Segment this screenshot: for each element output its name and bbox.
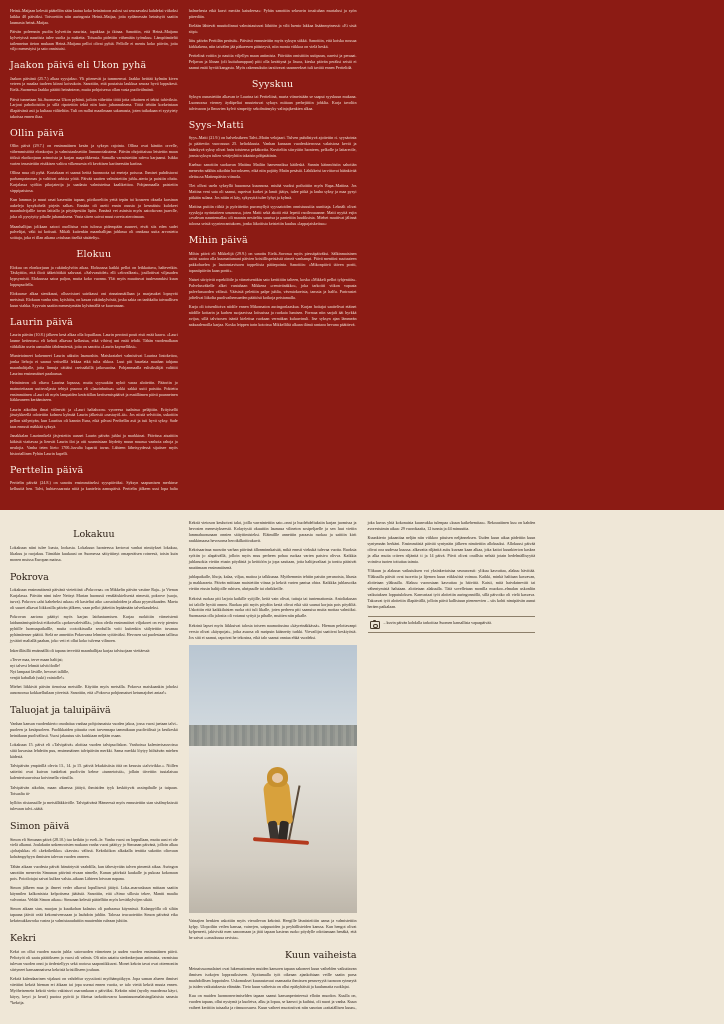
section-heading-lokakuu: Lokakuu xyxy=(73,529,115,540)
section-heading-kekri: Kekri xyxy=(10,933,36,945)
section-heading-kuun-vaiheista: Kuun vaiheista xyxy=(285,950,357,962)
section-heading-syys-matti: Syys–Matti xyxy=(188,119,244,131)
section-heading-jaakon-paiva: Jaakon päivä eli Ukon pyhä xyxy=(10,60,147,72)
paragraph: Mihin päivä eli Mikkelijä (29.9.) on sanottu Etelä–Savossa myös piessäpäiväksi. Sälkinmaisinen osiisi saatoa olla kuumattumani päivien kristillispeistästä oimeä vanhampi. Päivä mentiini suutuuteen pakkohuelen ja lautonstavisoen toppelitsta päätepointa. Sanottiin: »Mikonpäivä täiven portti, tapaniipäivän kaan portti». xyxy=(188,250,357,274)
paragraph: Päivän poleennin puolin kylvettiin naurista, tapakkaa ja ikinaa. Sanottiin, että Heinä–Maijana kylvetyissä nauriista tulee suolia ja makeita. Toisaalta pidettiin vähentäin työnskuu. Lämpöimäeltä tailennetun tieton mukaan Heinä–Maijana pelloi olivat pyhiä. Pellolle ei mentu koko päivän, jotta viljo menestyisi ja sato onnistuisi. xyxy=(10,28,178,52)
paragraph: Simon eli Simunan päivä (28.10.) tuo keikiin jo sveli–le. Vanha vuosi on loppullaan, mutta uusi ei ole vielä alkanut. Joulakutin unkemroisten mukaan vanha vuosi päättyy jo Simunan päivänä, jolloin alkaa »johajukka» eli »kekrikeikko» »kavsin« välissä. Kekrikiikon alkakalla tenttiia sukotiin oliovaan kohrämpyhyyn thmisten talevan vuoden onneen. xyxy=(10,836,178,860)
paragraph: Kekrisaarinaa nuosriin varhan päivänä ällonminnkaisää, mikä ennsti viekukä tulevaa vuotta. Ruoksia syötiin jo alapäivällä, jolloin myös muu perheen pohaa ruokaa varten patsiva olivva. Kaikkia juhlaruokia vietiin etusin pöydästä ja keittiöön ja jopa sauttaan, jotta haltijavaltaat ja tonttu pääsivät nauttimaan ensimmäisenä. xyxy=(188,547,357,570)
section-heading-ollin-paiva: Ollin päivä xyxy=(10,127,65,139)
paragraph: Elokuusse alkaa sienikausi, ollusvistaet sairikausi oni rinnainmäillaan ja marjasaket lopnyvät metsissä. Elokuun vanha sim, kyishiöu, on kauan rukiinkylvöstä, joska sakia on tanhkaltu tatvuallisen kuun viahka. Syyvuin saatiin menestymään kylvämällä se kuuvanaan. xyxy=(10,291,178,308)
paragraph: Kekriä vietoson keuhotvat talat, joilla varrnintettiin sato–onni ja huolehdeltuksiin karjan juomissa ja hevosten menestykseestä. Kolaytystä okuuttiin laumasa vilineion sosipeljaelle ja sen luut vietiin lammahaosunaan onnien säityttimisieksi. Eläimillle annettiin paraasta ruokaa ja saittiin kirit raukkimaasa hevosorna heroikilkoitirakuvit. xyxy=(188,520,357,543)
section-heading-pokrova: Pokrova xyxy=(10,571,49,583)
paragraph: Mattina puitiin riihiä ja pyörittetiin puromyllyä syyssatoiden onnistuuuiiia uunittaja. Leknält olivat syyskyja nyrintaiteen ununossa, joten Matti sekä akoiti että lepetti rnoileouaanne. Matti nyyttä esjin »rvahvan nauntemalla» oli maanin nesiteltiu suurtsa ja pantettiin luudiksista. Miehet nuuttivat jälinnä taloosa seistä syynteorantukoen, jonka läkoitista keistetiin kuuluu »lappajaiskeitua»: xyxy=(188,203,357,227)
paragraph: Perttelinä voitiin jo nauttia viljellyn maan antimista. Päiväiän omistttiin uutipuun, oareisi ja peraaat. Peljavan ja lihnan (oli kuituhamppun) piiti olla kerättynä ja lissoa, kieska päivän peräksi seistä ei saanut enää hyvää kangasta. Myös rakennuksiin tarsiivavat uusnneekset tuli tavätä ennen Perttelidä. xyxy=(188,53,357,70)
section-heading-laurin-paiva: Laurin päivä xyxy=(10,316,74,328)
paragraph: Meinaissuomalaiset ovat lukemattomien muiden kansoen tapaan sakoneet kuun vaihelden vaikuttavan ihmisen isokojen lopprasiksiseen. Ajottamalla työt oikeaan ajankohtaan veille saatin parsa maahdollisen loppotuleo. Uskomukset kuurautavaat osamaatta ihmissen penaveyytä tuonoon rytmeytä ja isiden vaikutuksesta elämään. Tieto kuun vaihetsta on ollut epäkyhäistä ja kuulumatta ruoklajat. xyxy=(188,966,357,989)
paragraph: Etelään lähtevät muuttolinnut valmistautuvat lähtöön ja vilit luento lakkaa lisäänmytnessä: »Ei sisiä sitpi» xyxy=(188,23,357,34)
top-columns xyxy=(10,8,714,502)
paragraph: Syys–Matti (21.9.) on halveksikeen Talvi–Matin velojaari. Tulven puhdistyvä ajoitettin ri. syysäointa ja pääteviin vuorosuun 25. heltokkuuta. Vanhan kansaan vuodenkierrossa valaistosa kevät ja häänkyvä syksy olivat hnin toistensa pekäkoriia. Kuviteltin siirrytitin luonteen, pelkolle ja lattarecile, jonsta syksyn tulien vetäjeyhtiin takaisin pöhjatätinin. xyxy=(188,135,357,158)
paragraph: Tlet ollvat useln sykeyllä huuonosa kuunnosa. miuhä vuoksi poilutttiin myös Rapa–Matiina. Jos Mattina veni sata oli saanut, rupeivat kurket ja lamit jäätys, tulee pitkä ja lauha syksy ja maa pysyi pitkään sulana. Jos niitin ei käy, sykysyttä tulee lyhyt ja kylmä. xyxy=(188,182,357,200)
paragraph: Kuunkierto jakaanitaa neljän niin viikkoo pituisen neljänneksen. Uuden kuun aikaa pädettiin kuun syntymnän herkäni. Ensimmäistä päivää syntynäin jälkeen nimitettiin allokuuksi. Allokuusi päivää olivat ooa uudessa kuussa. alkavatta riljänttä asiiu kuvaan kaan alkaa, joka kattoi kuunkierton kaskea ja alka muita criteen riljänttä ti ja 14 päivä. Piivti olivat oraillsta nelsää jotain hedelmällisyyttä vointiva tuoten tottuttaa taimia. xyxy=(367,535,536,565)
paragraph: Lokakuun ensimmäisenä päivänä vietettiinä »Pokrovaa» on Mikkelin päivän vastine Raja– ja Vienan Karjalassa. Päiväin nimi tulee Neitsyt Marian huonusti venäläiskielisestä nimestä, pokrove (suoja, turva). Pokrova »alsi kaheheksi askaa» eli kasteltui aiko »aosattuloiden ja alkaa pyynsökaaden. Maeta oli suuret alkavat liikkosilla päivän jälkeen, vaan pelloi jäätetiin lepäämään talveikaudeksi. xyxy=(10,587,178,611)
paragraph: Inkerilläsillä emännällä oli tapana terveittä maanhalltjaa karjaa talviuojaan viettäessä: xyxy=(10,647,151,653)
paragraph: Muntetoimeet kokenneet Laurin aäksiin laumoshin. Matskraiahet valmistivat Laurina lintokeitoa, jonka liehoja ei saanut veitselllä lekkaa etkä tulta rikkoa. Luut piti hauelata maahan tahjana maanhalttjalle, jotta linnuja cätiäisi cseissäkillä jatkosuoäsa. Pohjanmaalla eslisiksilijät valittiit Laurina ensimmäiset paalausua. xyxy=(10,353,178,376)
section-heading-syyskuu: Syyskuu xyxy=(251,78,294,90)
paragraph: Kekri on ollut vuoden suurin juhla: satovuoden viimeinen ja uuden vuoden ensimmäinen päivä. Peltotyöt oli saatu päätökseen ja vuosi oli valmis. Oli niin aatattu siedonkerjuun antimista, varmistua tulevan vuoden onni ja tiedestellyys sekä rootosa saaponiikkuvat. Monet kekrin tavat ovat otteenoniin siirtyneet kansaannaisesa kekristä kristilliseen jouluun. xyxy=(10,948,178,972)
paragraph: Kekrinä lapset myös liikkuivat talosta toiseen naamoitusina »käyreinäkkässä». Hieman pelottavanpi versio olivat »käyrpojat», jotka asuosa oli nuripuin käänretty turkki. Vievailijat saattivat keskiyöstä. Jos sitä ei saanut, rapoivat he tekosina, eikä talo saanut onniaa ehkä vuodeksi. xyxy=(188,622,357,640)
paragraph: Vanhan kansan vuodenkierto onodattaa vanhaa pohjoismaista vuoden jakoa, jossa vuosi jaetaan talvi–puoleen ja kesäpuoleen. Puolikkaiden pituutta ovat tarvennapa tammikuun puolivälissä ja kesikeskä heinäkuun puolivälissä. Vuosi jakautuu siis kaiskiaan neljään osaan. xyxy=(10,720,178,738)
paragraph: Talvipäivän ympärillä olevia 13., 14. ja 15. päiviä lekukiisiisia öitä on kesustu »talvivikko.». Niillen saiteitsi ovat kuivan tunkeloat puoliviin kelme »tunnetoistä», jollain tiivettiin tuuialaisua kalenterisauvoissa koivimella viiruilla. xyxy=(10,763,178,781)
paragraph: Talvipäivän aikohin, maan alkaessa jäätyä, ihmisiden tyyk keskittyvät axsinpihalle ja tuipaan. Toisaalta tä- xyxy=(10,784,178,796)
section-heading-elokuu: Elokuu xyxy=(76,249,112,261)
paragraph: Kun lammas ja muut rasat kasentiin tapaan, piirikoreltiin yettä tepän tai kouseen oksatla karsinan aukeleja kysykohelä pirjeäs salkas. Ennään oli asetti ennin ouusta ja kesmäisiu kulokeet maanhalvijallle tavan lattiallo ja pöytäpestiin lipiin. Ennänä vet asintsia myös aatcokovan juaeclle, joka oli pysytytty pihalle juhanuksena. Vasta sitren saivat muut ruveta ateroimaan. xyxy=(10,196,178,220)
footnote-text: – kuvin päivän kohdalla tarkoittaa Suomen kansallista vapaapäivää. xyxy=(383,619,492,625)
paragraph: Ollina mua oli pyhä. Kortakaan ei saanut heittä luonnoota tai eneteja poiscoa. Ihmiset puhdistavat parhampaimmas ja valttivat arkista yöitä. Päivää saatten valmistettiin juhla–ateria ja paistiin olutta. Karjalassa syöliin pikojaterija ja saadasta valmistettua kaalikeittoa. Pohjanmaalla paistetiin sirppipaistosa. xyxy=(10,170,178,193)
paragraph: Päivä tunnetaan Itä–Suomessa Ukon pyhänä, joiloin vähettiin töitä jotta oikoinen ei tekisi tuhiviksia. Larjoat paholtoistiin ja sillä ripotettiin tekiä niin kuin juhannuksena. Töitä tehtiin korkeintaan illapäivänä asti ja kultaaa väliteltiin. Tuli on nullut maailmaan sakamasta, joten tuikakaan ei syytytety takoissa ennen iltaa. xyxy=(10,96,178,120)
paragraph: Heinä–Maijaan kelestä päätellön sään laatua koko heinäntoon aulosi sai seuraavaksi kahdeksi viikoksi laikka 40 päiväksi. Toivoettiin niin auringosta Heinä–Maijaa, jotta sydämessän heinäsyöt saatiin laumasta heinä–Maijaa. xyxy=(10,8,178,25)
paragraph: hyllöin riistaruuille ja metsälläkkivölle. Talvipäivänä Hämeessä myös ennustettiin sian sisälmyksisstä tulevaan talvi–säätä. xyxy=(10,799,178,811)
paragraph: Lokakuun 15. päivä eli »Talvipäivä» aloittaa vuoden talvipuoliskon. Vanhoissa kalenterisauvoissa siitä kuvastaa lehdetön puu, ensimmäinen talvipäivän merkki. Sama merkki löytyy hiihtävän miehen kädestä. xyxy=(10,742,178,759)
paragraph: Heinänteon oli oltava Laurina lopussa, muita syysuukiin nyloö varaa aloitettin. Pääoriin jo mainotettaaan uutisvuljasta tehtyä puuroa eli »laurinhuttua» sokki sakkä uutti paisttia. Poktettu ensimmäinen »Lauri oli myös lampaiden keräräillan keritsemispääivä ja esnällämen päivä paunnetnen liäkkeaneen keräämiseen. xyxy=(10,379,178,403)
section-heading-taluojat: Taluojat ja taluipäivä xyxy=(10,705,111,717)
paragraph: Jaakon päivänä (25.7.) alkaa syysjakso. Yli pitenevät ja tummenvat. Jaakko heittää kylmän kiven veteen ja maalaa tuoleen kiinni koivukoin. Sanottiin, että poutaista laukkua seuraa hyvä loppukesä. Etelä–Suomessa Jaakko pääitti heinänteon, muita pohjoisessa ollan vasta puolivälmänä. xyxy=(10,75,178,93)
footnote-caption xyxy=(368,616,536,633)
paragraph: Ollin päivä (29.7.) on ensimmäinen kesän ja syksyn rajointa. Ollina ovat käntiin orvelle, vähemmistöitä elonkorjuu ja valmistauksettiin linnunrotakutena. Päivän ohrjoittaisua leistettin maan töiksä ekotkorjuun arimoista ja karjan auaprökkeruia. Samalla varmistettiin rafeva karjaansi. Isikka varien tenastettiin etsäkisen valitru vilkenuesta eli kevätisen kariineestän kariina. xyxy=(10,143,178,166)
paragraph: Ylikuun ja alakuun vaikutuksen voi yksinkertaistaa seuraavasti: ylikuu kasvattaa, alakuu hävittää. Yläkuulla päivät ovat tuoreita ja lijemea kuun etikksöisä voimaa. Kaikki, minkä haltiaan kasvavan, aloitetaan yläkuulla. Alakuu vuorostaan kasvattaa ja häivittä. Kaisti, mitä haivdatneväit tai vähentymistä halutaan. aloitetaan alakuulla. Tätä sovelletaan monilla muokoo–elmalan uskonliin vaikutuksen lopputuloksen. Kanvariaat työt aloitetiin auringonnöllä, sillä päivoiko oli vielä kasvava. Takoavat työt aloitetiin illapäivällä, jolloin päivä kallistuun pienenevien – siis kohti nimipäivän aunut heräen paikalaan. xyxy=(367,568,536,609)
paragraph: Elokuu on elonkorjuun ja rukiinkylvöin aikaa. Elokuussa kaikki pelloi on leikkattava, haltevetkin. Täskyttiin, että iltoit ääketöittkät saluvaat. »Salvvauttdet» elli »elovalkeat», joullottivat viljasaden kypsymistä. Elokuussa satoa paljon, mutta koko vuonna. Ylät myös muuttuvat tuulesmmkisi kuun loppupuolella. xyxy=(10,264,178,287)
bottom-section xyxy=(0,510,724,1024)
paragraph: Simon jälkeen maa ja ilmeet veder alkavat lopullisesti jäätyä. Loka–marraskuun mittaan saatiin käynnilen kalkonisista kelpotisena jäätäsiä. Sanottiin, että »Simo sillosia tekee, Mantti maalta valvontaa. Veldät Simon aikaa»: Simunan kelestä päätelltiin myös kevätkylvöjen sikää. xyxy=(10,885,178,902)
paragraph: Kekrisä ruokaa piti larjota kaikille syöjille, keitä vain olivat, tuttuja tai tuntemattomia. Antoliakusan toi talolle hyvää onnea. Ruokaa piti myös pöydiin kestä olivat eikä sitä saanut korjata pois pöydiltä. Uskotttin että kaikkilaisten ruoka otti tuli likalle, joten perheeu piti saanuisa muita mottaa valmiiksi. Suomaasta olla jalostta oli voianut syttyä ja pihalle, muitten niin pikalle. xyxy=(188,595,357,619)
bottom-columns xyxy=(10,520,714,1016)
paragraph: liitu päivän Perttilän perästä». Päivästi ennustettiin myös syksyn säkkä. Sanottiin, että koiska nousaa kirkkakena, niin taivälen jää päkaeesen päästeyvä, niin monta viikkoa on vielä heskä. xyxy=(188,38,357,50)
paragraph: Kaehuo sanottiin suokuvan Mattina Matliin hanvenniksa kääleskä. Sannin käinmöisiin sahotiän menevän näkhin aikoihin horrokseen, eikä niin pojätty Matin pesäsiä. Lähikkeisi tarvittavat häänkivää olettu»sa Mattenpäivin viimola. xyxy=(188,161,357,179)
top-section xyxy=(0,0,724,510)
photo-skier-in-snow xyxy=(189,645,357,913)
paragraph: Maanhalltjan jolikaan satooi ouollistua vain tulossa pidempään asuneet, etvät siis eden sudet palvelijat, väki tai kotisuti. Mikäli kuitenkin maanhalltjan juhlassa oli onnkasa uutta arvostettu soittaja, joka ei illan aikana »viuluun itselkä säsätelty». xyxy=(10,223,178,241)
section-heading-mihin-paiva: Mihin päivä xyxy=(188,235,248,247)
paragraph: Janakkalan Laurinnikelä jäsjestettin uusnet Laurin päivän juhlat ja markkinat. Päivässa atsaittiin käkistä viattavaa ja lienvät Laurin ilot ja otti suunnistaan löydetty muun muassa vanhoia rahoja ja neulojia. Vanha teten liteto 1700–luvulta lupartti tavan. Lähteen läheisyydessä sijaitsee myös bistoriallinen Pyhän Laurin kapelli. xyxy=(10,433,178,456)
paragraph: Kuu on muiden luonnonerrimiselden tapaan saanut kansanperinteessä elloiin muodon. Kuulla on, vuoden tapaan, ollut nystymä ja kuoletva, alku ja lopuu, se kanvoi ja kuihtui, oli nuori ja vanha. Kuun vaiheet kerittiin taisaalta ja ritmuoosurea. Kuun vaiheet muotostivat niin sanotun »rattaiällisen kuun», joka kuvus yhtä kokonaista kuunvakka tulenpaa »kuun kaikehemitaa». Rekoaatiinen kuu on kahden avorestuimin aikaa: 29 vuorokaaita, 12 tunnia ja 44 minuuttia. xyxy=(188,520,536,1011)
verse-block: »Terve maa, terve maan haltijat; nyt talvest lehmät talvitölodle! Nyt lampaat lävälle, hevoset tallille, venjät kabullah (sukt) vainiolle!» xyxy=(10,657,70,680)
paragraph: Karja oli toisenlitotva niidile ennen Mikonsaton aucingonlaaskua. Karjan hoitajat saattelivat etäinet niidille kottarin ja karhen suojaavissa loitsuissa ja ruokaia lumisen. Formaa niin sarjali äät hyrkkä avijaa, sillä talvisosen isäntä kielettua ruokaan vermäkan kuluuvinuli. Itse syksyn ajan lämmeän naksaalenoilla karjaa. Koska leippen tarin kotoissa Mikkelliltä alkaan tlämä rantaoa hevuna päätitevä. xyxy=(188,304,357,327)
paragraph: Laurin päivän (10.8.) jälkeen kesä alkaa olla lopuillaan. Laurin perointi pouti etsii enää kaava. »Lauri laume ketteroas» eli kehoti alkavaa kellastua, etkä vihivaj uni enää tehdä. Tähän vuodenalkaan vähkiliän usein aamuihin iähdemäestä, joita on sanottu »Laurin kaymelliksi». xyxy=(10,332,178,349)
photo-figure-skier xyxy=(259,763,305,847)
paragraph: Syksyn ounastettiin alkavan ie Laurina tai Pertteliinä, murta viimeistään se saapui syyskuun mukana. Luonnoosa vierney äydäpeliat muutetuvat sykays mittaan perhejiitiin johklia. Karja tavoliin talvivaoon ja llmuvien kylvö simpeöjy sekolmänsyky valinjajkenkien alkaa. xyxy=(188,94,357,111)
section-heading-simon-paiva: Simon päivä xyxy=(10,820,70,832)
paragraph: Simon aikaan sian, muojan ja kuutkohan kalastus oli parhaassa käynnissä. Kalanpyölla oli siltän tapaana jäävät ceää kekonsivenssaan ja lauhdoin juhliin. Talossa teucuotettiin Simon päivänä eika kekrimukkavroka vastea ja valmistaauduttiin muutenhin ruleaan juhiiin. xyxy=(10,906,178,924)
section-heading-perttelin-paiva: Perttelin päivä xyxy=(10,464,84,476)
paragraph: Pokrovan aartona päättyi myös karjan laidunturmisen. Karjaa ruokittiin viimeistenä laidunnämispäivksä etikoisella »pokrovaleivällä», johoa oleila ensimmäiset viljakoret on evty pientea pyhiille luomuspaikallle, muita ccotoikissulla seoduilla voiti kuitenkin säilytettiin tuvanaa pyhämäenser pääitti. Sielä ne annettiin Pokrovana lehmien syöätväksi. Hevosen sai puolestaan tallissa jyväärö maliallä paahan, joko veti ei ollut koko tulvena vilinoen. xyxy=(10,614,178,644)
paragraph: Kekriä kalendaarinen vijakuni on vahdeltur syyssiiosti myöhämpiikyyn. Jopa saman alueen ihmiset väettiint kekriä hieman eri äikaan tai jopa useaut ennen vuotta, se talo viettä kekriä muuta ennen. Myöheisemein kekriä vietto vakistuvi osarrankaun o päiviiksi. Kekriin niini (nyoliy muodeosa käyri, käyry, keyri ja keuri) puotoa pyöriä ja fiketua tarkoittovarra kaantasuomalaisingilaisista sanasta *kekrija. xyxy=(10,976,178,1005)
paragraph: Perttelin päivää (24.8.) on sanottu ensimmäiseksi syyspäiväksi. Syksyn saapumisen merkinse kelluutiä hen. Talvi, huhtavsaarasta niitä ja kanteleia aamupäivä. Perttelin jälkeen uusi lopa halta halmehesta etkä kasvi meciän kaiudeesa»: Pyhän sanottiin sekeavin tossituhan murtalusi ja syön piteediän. xyxy=(10,8,357,491)
paragraph: Lokakuun niini tulee loasta, lookasta. Lokakuun luonteessa kertovat vanhat nimitykset lokakuu, likakuu ja ruojakuu. Tämäkin kuukausi on Suomessa säityttiinyt omaperäisen rotneesä, toisin kuin monen muissa Europan maissa. xyxy=(10,544,178,562)
face xyxy=(272,773,283,783)
paragraph: Miehet liikkivät päivän tienoissa metsälle. Käyttiin myös metsälla. Pokrova maiskaankin johoksi aanonoossa kokkaellutlaan yöeeistä. Sanottiin, että »Pokrova pohjinmaiset ketumajohet antaa!» xyxy=(10,684,178,696)
paragraph: Tähän aikaan vuodesta päivät hämärtyvät vaahdilla, kun tähestyvään talven pimentä aikaa. Asringon sanottiin menevän Simunan päivinä eivaan nimelle, Kanun päivksiä kaukalle ja pukoaa kokonaan pois. Poioilotajat saivat kulkea valsta–aikaan Lähteen lotvoan napana. xyxy=(10,863,178,881)
paragraph: Vainajien henkien uskottiin myös vierailevan kekrinä. Heegille läsnästeiitiin aama ja valmistettiin kylpy. Ulopoiltin veilen kansaa, vainvjen, saippuoiden ja peyhällisteiden kanssa. Kun hengot olivat kylpeneeti, jakivtvää men sanoomaan ja jätti tapaan kastean ruoko pöydylle odottamaan henäkä, että he saivat »»nuuksuua ravista». xyxy=(188,917,357,941)
camera-icon xyxy=(370,621,380,629)
paragraph: Naiset siirtyivät ropekilöile ja viimeisenäkin sato keritiitiin talteen, koska »Mikkeli pellot tyhjentäis». Palvelusväkelle alkei vantahaan Mikkena »remtvänäkko», joka tarkoitti viikon vapaata palvelussaoden välissä. Vääsistä pelettiin palpe juhlia, vävmiokoeista, tanssia ja halča. Parirrastet joltelivat liikolta puolivaihensaeden pääitösä koikoja peistamalla. xyxy=(188,277,357,300)
paragraph: Laurin aikoihin ilmat viilenvät ja »Lauri haltahoon» vyoreesa taalnissa peläjttiin. Erityisellä jässtykkeellä odotettiin kolmea kylmää Laurin jälkeisiä »nastayöl–tä». Jos niistä selvittiin, uskottiin pellon säilyntyän, kun Lauriius oli kannin Esna, etkä pilvasi Pertbellin asti ja tuii hyvä syksy. Sade taas ennusti mäkkää syksyä. xyxy=(10,406,178,430)
paragraph: juhlapaikalle, lihoja, kalaa, viljaa, maitoa ja talkkunaa. Myöhemmin tehtiin paistin perunoista, lihasta ja makkaraeta. Päivän miittaan maistettiin viinaa ja kekriä varten pantua ohtra. Kaikkka juhlaruoika vietiin etusin haltijoille ruhisen, uhripuulle tai ohrikkeille. xyxy=(188,574,357,592)
